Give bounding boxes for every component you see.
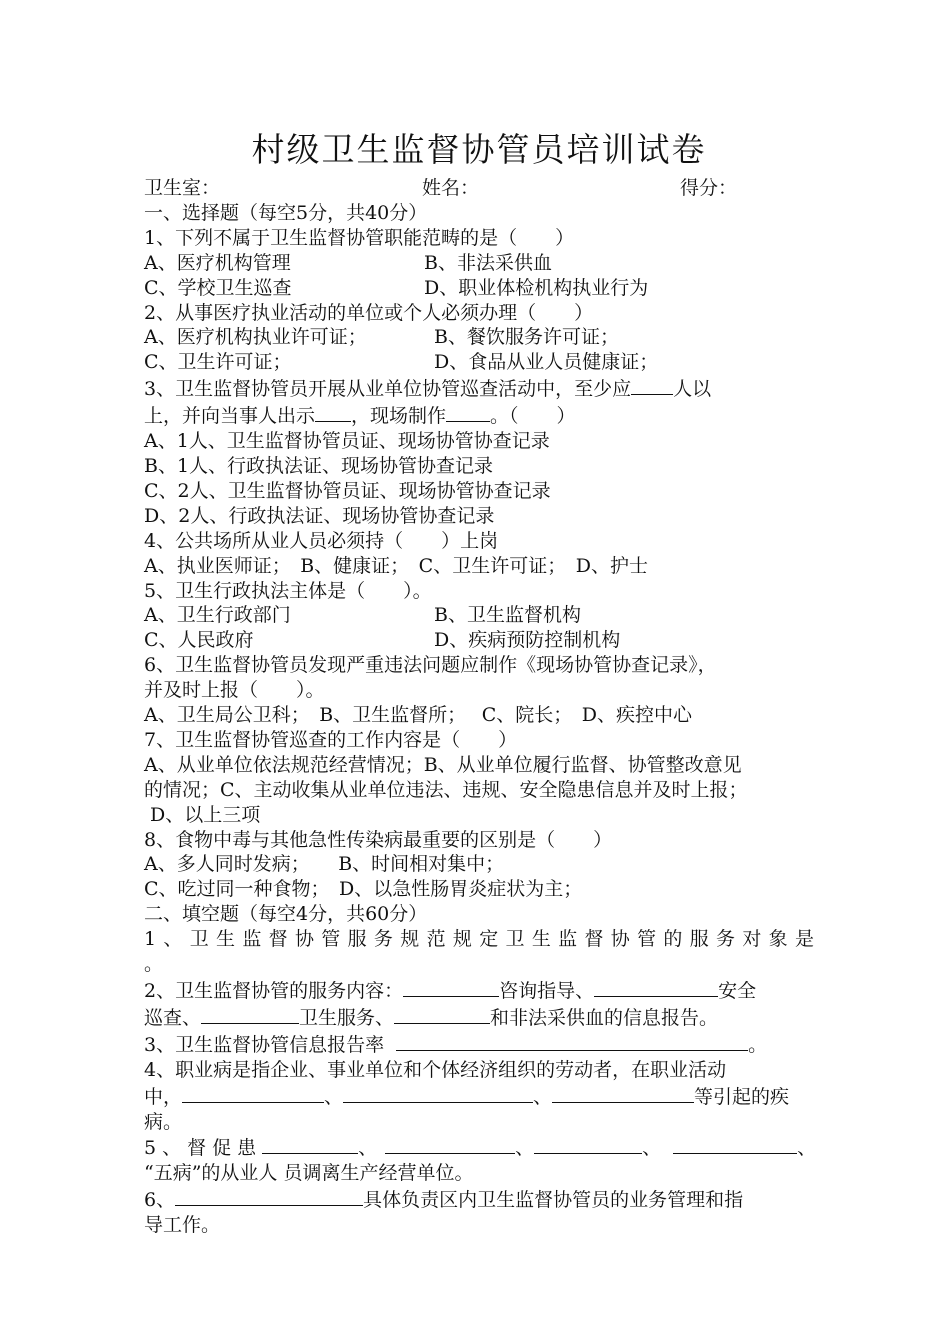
f2-text: 卫生服务、 xyxy=(299,1006,395,1029)
q3-text: 3、卫生监督协管员开展从业单位协管巡查活动中，至少应 xyxy=(144,378,632,401)
f3-text: 。 xyxy=(748,1033,768,1056)
q1-options-row1 xyxy=(144,251,814,276)
q8-options-line2: C、吃过同一种食物； D、以急性肠胃炎症状为主； xyxy=(144,878,583,901)
q1-stem: 1、下列不属于卫生监督协管职能范畴的是（ ） xyxy=(144,226,575,249)
f5-text: 、 xyxy=(797,1137,817,1160)
q4-stem: 4、公共场所从业人员必须持（ ）上岗 xyxy=(144,529,499,552)
f3-blank[interactable] xyxy=(396,1031,748,1051)
q6-stem-line2: 并及时上报（ ）。 xyxy=(144,679,325,702)
f2-blank-1[interactable] xyxy=(403,977,499,997)
q7-stem: 7、卫生监督协管巡查的工作内容是（ ） xyxy=(144,728,518,751)
f2-text: 咨询指导、 xyxy=(499,980,595,1002)
f4-line1: 4、职业病是指企业、事业单位和个体经济组织的劳动者，在职业活动 xyxy=(144,1058,727,1081)
q6-stem-line1: 6、卫生监督协管员发现严重违法问题应制作《现场协管协查记录》， xyxy=(144,654,717,677)
q2-option-c: C、卫生许可证； xyxy=(144,351,292,374)
f4-text: 、 xyxy=(324,1085,344,1108)
score-label: 得分： xyxy=(680,177,738,199)
f5-blank-2[interactable] xyxy=(385,1134,515,1154)
section-1-heading: 一、选择题（每空5分，共40分） xyxy=(144,201,428,224)
f4-text: 等引起的疾 xyxy=(694,1085,790,1108)
q3-stem-line2 xyxy=(144,402,814,429)
f1-line2: 。 xyxy=(144,953,164,976)
q3-option-d: D、2人、行政执法证、现场协管协查记录 xyxy=(144,504,495,527)
q2-option-d: D、食品从业人员健康证； xyxy=(434,351,659,374)
f2-text: 2、卫生监督协管的服务内容： xyxy=(144,980,404,1002)
f4-text: 中， xyxy=(144,1085,183,1108)
f2-blank-4[interactable] xyxy=(394,1004,490,1024)
f2-blank-3[interactable] xyxy=(201,1004,299,1024)
q7-options-line1: A、从业单位依法规范经营情况；B、从业单位履行监督、协管整改意见 xyxy=(144,753,742,776)
f5-text: 、 xyxy=(515,1137,535,1160)
q1-option-c: C、学校卫生巡查 xyxy=(144,276,292,299)
f5-text: 5、督促患 xyxy=(144,1137,263,1160)
f5-blank-1[interactable] xyxy=(262,1134,358,1154)
f2-line1 xyxy=(144,977,814,1004)
page-title: 村级卫生监督协管员培训试卷 xyxy=(251,130,707,169)
section-2-heading: 二、填空题（每空4分，共60分） xyxy=(144,903,428,926)
f5-text: 、 xyxy=(642,1137,662,1160)
q8-stem: 8、食物中毒与其他急性传染病最重要的区别是（ ） xyxy=(144,828,613,851)
q1-option-a: A、医疗机构管理 xyxy=(144,251,291,274)
q2-options-row1 xyxy=(144,325,814,350)
f2-blank-2[interactable] xyxy=(594,977,718,997)
q2-stem: 2、从事医疗执业活动的单位或个人必须办理（ ） xyxy=(144,301,594,324)
f5-text: 、 xyxy=(358,1137,378,1160)
f4-line3: 病。 xyxy=(144,1110,183,1133)
exam-page xyxy=(144,128,817,1238)
f5-line2: “五病”的从业人 员调离生产经营单位。 xyxy=(144,1162,474,1185)
q5-options-row2 xyxy=(144,628,814,653)
q2-option-b: B、餐饮服务许可证； xyxy=(434,326,619,349)
f5-blank-3[interactable] xyxy=(534,1134,642,1154)
q1-options-row2 xyxy=(144,276,814,301)
q2-option-a: A、医疗机构执业许可证； xyxy=(144,326,367,349)
f4-blank-1[interactable] xyxy=(182,1083,324,1103)
f1-line1: 1、卫生监督协管服务规范规定卫生监督协管的服务对象是 xyxy=(144,928,814,951)
q3-blank-2[interactable] xyxy=(315,402,351,422)
q4-options: A、执业医师证； B、健康证； C、卫生许可证； D、护士 xyxy=(144,554,648,577)
q1-option-b: B、非法采供血 xyxy=(424,251,552,274)
q3-option-a: A、1人、卫生监督协管员证、现场协管协查记录 xyxy=(144,430,550,453)
q6-options: A、卫生局公卫科； B、卫生监督所； C、院长； D、疾控中心 xyxy=(144,704,692,727)
f4-blank-2[interactable] xyxy=(343,1083,533,1103)
f2-text: 和非法采供血的信息报告。 xyxy=(490,1006,719,1029)
clinic-label: 卫生室： xyxy=(144,177,221,199)
header-row xyxy=(144,176,814,201)
q3-option-c: C、2人、卫生监督协管员证、现场协管协查记录 xyxy=(144,479,551,502)
q3-blank-1[interactable] xyxy=(631,375,673,395)
q7-options-line2: 的情况；C、主动收集从业单位违法、违规、安全隐患信息并及时上报； xyxy=(144,778,748,801)
f6-line1 xyxy=(144,1186,814,1213)
q8-options-line1: A、多人同时发病； B、时间相对集中； xyxy=(144,853,505,876)
q5-option-a: A、卫生行政部门 xyxy=(144,604,291,627)
q5-options-row1 xyxy=(144,603,814,628)
f5-line1 xyxy=(144,1134,817,1161)
f4-text: 、 xyxy=(533,1085,553,1108)
f2-text: 巡查、 xyxy=(144,1006,202,1029)
f4-line2 xyxy=(144,1083,814,1110)
f4-blank-3[interactable] xyxy=(552,1083,694,1103)
f3-text: 3、卫生监督协管信息报告率 xyxy=(144,1033,385,1056)
f6-text: 6、 xyxy=(144,1189,176,1212)
f2-text: 安全 xyxy=(718,980,757,1002)
q5-option-d: D、疾病预防控制机构 xyxy=(434,629,621,652)
name-label: 姓名： xyxy=(422,177,480,199)
f2-line2 xyxy=(144,1004,814,1031)
q5-option-c: C、人民政府 xyxy=(144,629,254,652)
q3-text: 人以 xyxy=(673,378,712,401)
q3-text: ，现场制作 xyxy=(351,405,447,428)
q5-stem: 5、卫生行政执法主体是（ ）。 xyxy=(144,579,432,602)
q3-stem-line1 xyxy=(144,375,814,402)
q7-options-line3: D、以上三项 xyxy=(144,803,261,826)
q1-option-d: D、职业体检机构执业行为 xyxy=(424,276,649,299)
f6-line2: 导工作。 xyxy=(144,1214,221,1237)
f3-line xyxy=(144,1031,814,1058)
q2-options-row2 xyxy=(144,350,814,375)
q3-option-b: B、1人、行政执法证、现场协管协查记录 xyxy=(144,454,494,477)
q5-option-b: B、卫生监督机构 xyxy=(434,604,581,627)
q3-text: 。（ ） xyxy=(490,405,576,428)
f6-text: 具体负责区内卫生监督协管员的业务管理和指 xyxy=(363,1189,744,1212)
q3-blank-3[interactable] xyxy=(446,402,490,422)
f6-blank[interactable] xyxy=(175,1186,363,1206)
f5-blank-4[interactable] xyxy=(673,1134,797,1154)
q3-text: 上，并向当事人出示 xyxy=(144,405,316,428)
